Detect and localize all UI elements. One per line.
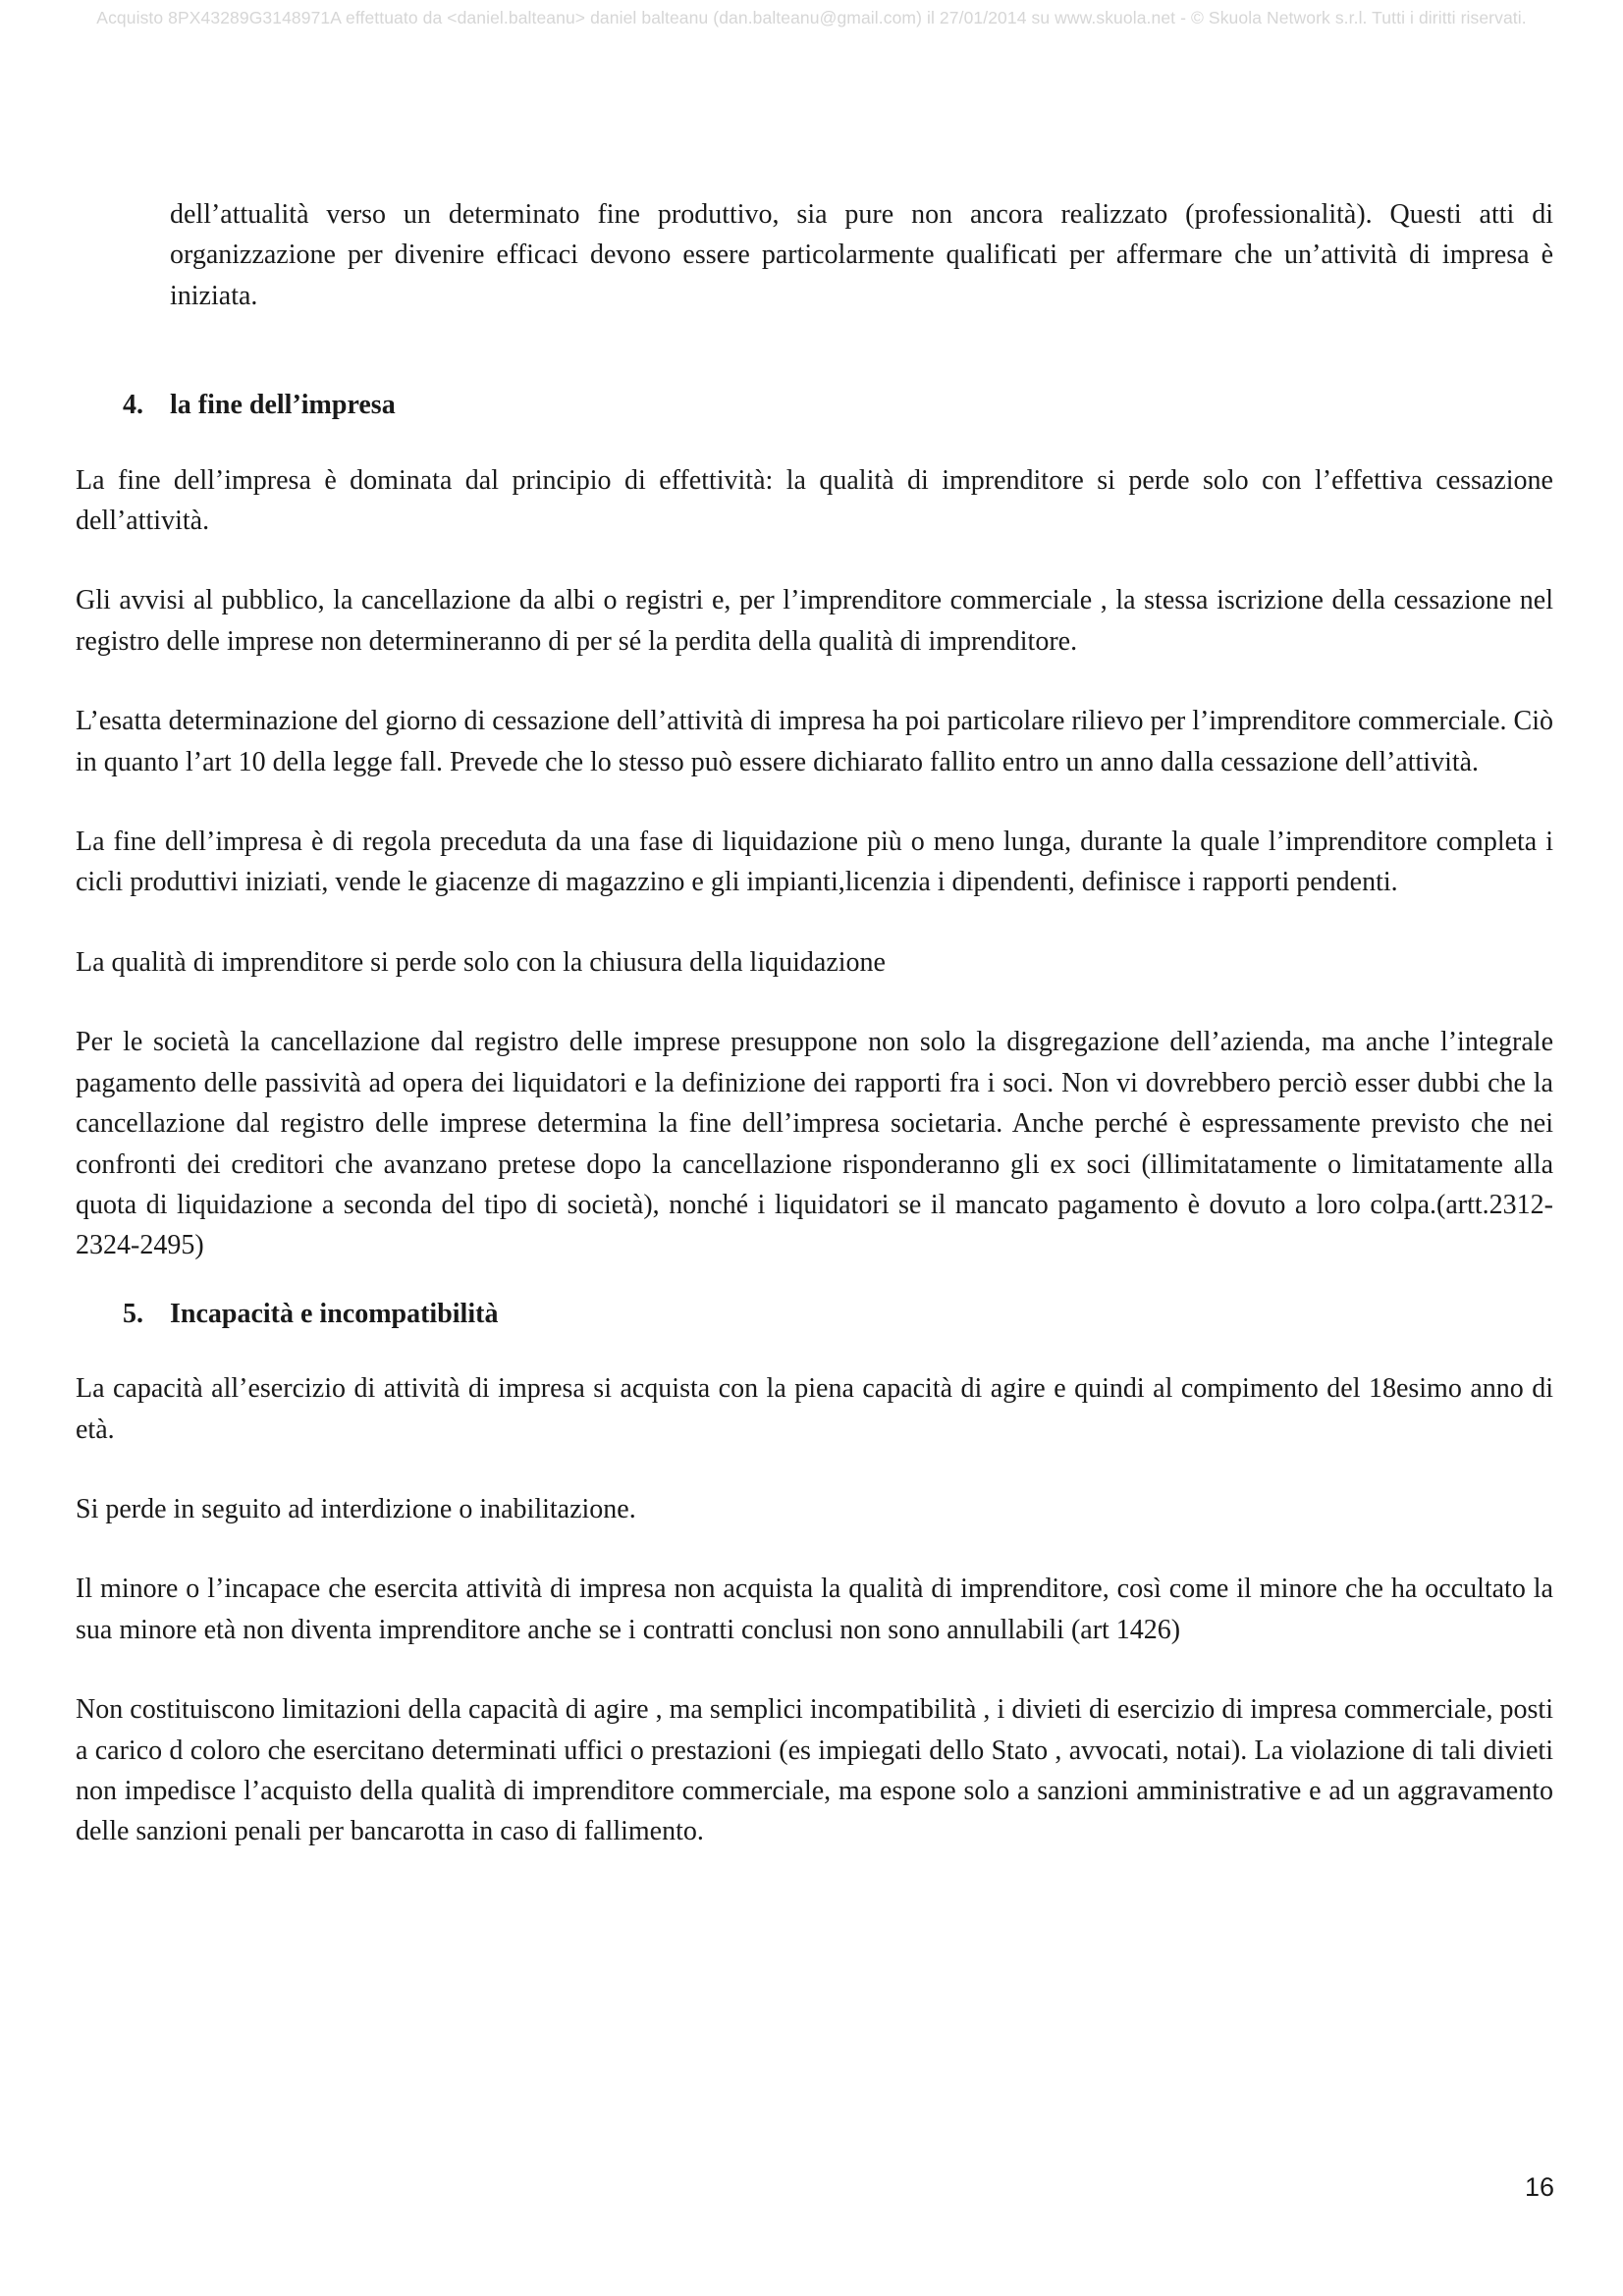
section-5-title: Incapacità e incompatibilità — [170, 1298, 499, 1329]
intro-paragraph: dell’attualità verso un determinato fine produttivo, sia pure non ancora realizzato (professionalità). Questi atti di organizzazione per divenire efficaci devono essere particolarmente qualificati per affermare che un’attività di impresa è iniziata. — [170, 199, 1553, 311]
section-4-paragraph: La fine dell’impresa è dominata dal principio di effettività: la qualità di imprenditore si perde solo con l’effettiva cessazione dell’attività. — [76, 464, 1553, 537]
section-5-heading — [76, 1294, 1553, 1334]
section-4-paragraph: La fine dell’impresa è di regola preceduta da una fase di liquidazione più o meno lunga, durante la quale l’imprenditore completa i cicli produttivi iniziati, vende le giacenze di magazzino e gli impianti,licenzia i dipendenti, definisce i rapporti pendenti. — [76, 827, 1553, 898]
section-5-paragraph: La capacità all’esercizio di attività di impresa si acquista con la piena capacità di agire e quindi al compimento del 18esimo anno di età. — [76, 1373, 1553, 1445]
section-5-paragraph: Si perde in seguito ad interdizione o inabilitazione. — [76, 1493, 636, 1524]
section-5-paragraph: Non costituiscono limitazioni della capacità di agire , ma semplici incompatibilità , i divieti di esercizio di impresa commerciale, posti a carico d coloro che esercitano determinati uffici o prestazioni (es impiegati dello Stato , avvocati, notai). La violazione di tali divieti non impedisce l’acquisto della qualità di imprenditore commerciale, ma espone solo a sanzioni amministrative e ad un aggravamento delle sanzioni penali per bancarotta in caso di fallimento. — [76, 1694, 1553, 1847]
section-4-paragraph: La qualità di imprenditore si perde solo con la chiusura della liquidazione — [76, 946, 886, 978]
page-body — [76, 194, 1553, 1852]
section-4-title: la fine dell’impresa — [170, 390, 396, 421]
section-5-paragraph: Il minore o l’incapace che esercita attività di impresa non acquista la qualità di imprenditore, così come il minore che ha occultato la sua minore età non diventa imprenditore anche se i contratti conclusi non sono annullabili (art 1426) — [76, 1574, 1553, 1645]
section-4-heading — [76, 385, 1553, 425]
purchase-watermark: Acquisto 8PX43289G3148971A effettuato da <daniel.balteanu> daniel balteanu (dan.balteanu@gmail.com) il 27/01/2014 su www.skuola.net - © Skuola Network s.r.l. Tutti i diritti riservati. — [96, 8, 1527, 27]
section-4-paragraph: Gli avvisi al pubblico, la cancellazione da albi o registri e, per l’imprenditore commerciale , la stessa iscrizione della cessazione nel registro delle imprese non determineranno di per sé la perdita della qualità di imprenditore. — [76, 585, 1553, 657]
page-number: 16 — [1524, 2172, 1554, 2202]
section-5-number: 5. — [123, 1298, 143, 1329]
section-4-number: 4. — [123, 390, 143, 421]
section-4-paragraph: L’esatta determinazione del giorno di cessazione dell’attività di impresa ha poi particolare rilievo per l’imprenditore commerciale. Ciò in quanto l’art 10 della legge fall. Prevede che lo stesso può essere dichiarato fallito entro un anno dalla cessazione dell’attività. — [76, 706, 1553, 777]
section-4-paragraph: Per le società la cancellazione dal registro delle imprese presuppone non solo la disgregazione dell’azienda, ma anche l’integrale pagamento delle passività ad opera dei liquidatori e la definizione dei rapporti fra i soci. Non vi dovrebbero perciò esser dubbi che la cancellazione dal registro delle imprese determina la fine dell’impresa societaria. Anche perché è espressamente previsto che nei confronti dei creditori che avanzano pretese dopo la cancellazione risponderanno gli ex soci (illimitatamente o limitatamente alla quota di liquidazione a seconda del tipo di società), nonché i liquidatori se il mancato pagamento è dovuto a loro colpa.(artt.2312-2324-2495) — [76, 1027, 1553, 1261]
